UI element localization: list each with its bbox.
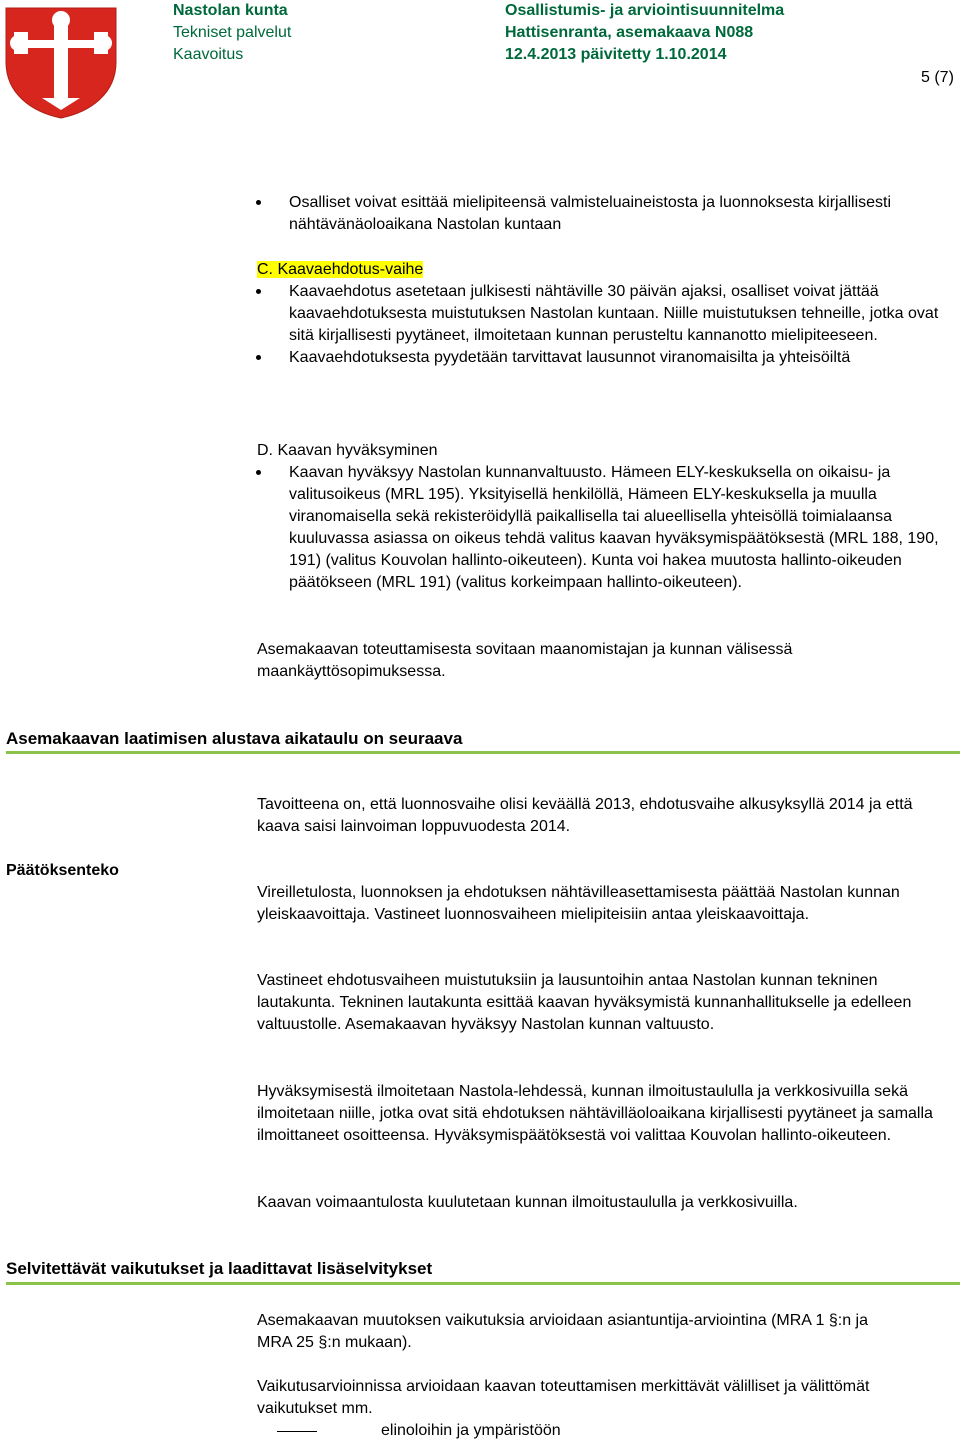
- list-item: elinoloihin ja ympäristöön: [257, 1420, 937, 1442]
- phase-d-title: D. Kaavan hyväksyminen: [257, 442, 438, 459]
- decision-paragraph-1: Vireilletulosta, luonnoksen ja ehdotuksen nähtävilleasettamisesta päättää Nastolan kunnan yleiskaavoittaja. Vastineet luonnosvaiheen mielipiteisiin antaa yleiskaavoittaja.: [257, 884, 900, 923]
- decision-paragraph-3: Hyväksymisestä ilmoitetaan Nastola-lehdessä, kunnan ilmoitustaululla ja verkkosivuilla sekä ilmoitetaan niille, jotka ovat sitä ehdotuksen nähtävilläoloaikana kirjallisesti pyytäneet ja samalla ilmoittaneet osoitteensa. Hyväksymispäätöksestä voi valittaa Kouvolan hallinto-oikeuteen.: [257, 1083, 933, 1144]
- unit-name: Kaavoitus: [173, 46, 244, 63]
- decision-paragraph-4: Kaavan voimaantulosta kuulutetaan kunnan ilmoitustaululla ja verkkosivuilla.: [257, 1194, 798, 1211]
- phase-c-list: [257, 281, 957, 369]
- list-item: Osalliset voivat esittää mielipiteensä valmisteluaineistosta ja luonnoksesta kirjallisesti nähtävänäoloaikana Nastolan kuntaan: [257, 192, 937, 236]
- impacts-paragraph-1: Asemakaavan muutoksen vaikutuksia arvioidaan asiantuntija-arviointina (MRA 1 §:n ja MRA 25 §:n mukaan).: [257, 1312, 868, 1351]
- schedule-heading: Asemakaavan laatimisen alustava aikataulu on seuraava: [6, 729, 463, 748]
- phase-c-title-text: C. Kaavaehdotus-vaihe: [257, 261, 424, 278]
- phase-d-list: [257, 462, 960, 594]
- section-divider: [6, 751, 960, 754]
- phase-b-list: [257, 192, 937, 236]
- list-item: Kaavan hyväksyy Nastolan kunnanvaltuusto. Hämeen ELY-keskuksella on oikaisu- ja valitusoikeus (MRL 195). Yksityisellä henkilöllä, Hämeen ELY-keskuksella ja muulla viranomaisella sekä rekisteröidyllä paikallisella tai alueellisella yhteisöllä toimialaansa kuuluvassa asiassa on oikeus tehdä valitus kaavan hyväksymispäätöksestä (MRL 188, 190, 191) (valitus Kouvolan hallinto-oikeuteen). Kunta voi hakea muutosta hallinto-oikeuden päätökseen (MRL 191) (valitus korkeimpaan hallinto-oikeuteen).: [257, 462, 960, 594]
- list-item: Kaavaehdotuksesta pyydetään tarvittavat lausunnot viranomaisilta ja yhteisöiltä: [257, 347, 957, 369]
- phase-c-title: [257, 259, 423, 281]
- section-divider: [6, 1282, 960, 1285]
- list-item: Kaavaehdotus asetetaan julkisesti nähtäville 30 päivän ajaksi, osalliset voivat jättää kaavaehdotuksesta muistutuksen Nastolan kuntaan. Niille muistutuksen tehneille, jotka ovat sitä kirjallisesti pyytäneet, ilmoitetaan kunnan perusteltu kannanotto mielipiteeseen.: [257, 281, 957, 347]
- implementation-paragraph: Asemakaavan toteuttamisesta sovitaan maanomistajan ja kunnan välisessä maankäyttösopimuksessa.: [257, 641, 793, 680]
- department-name: Tekniset palvelut: [173, 24, 292, 41]
- document-date: 12.4.2013 päivitetty 1.10.2014: [505, 46, 727, 63]
- schedule-target-paragraph: Tavoitteena on, että luonnosvaihe olisi keväällä 2013, ehdotusvaihe alkusyksyllä 2014 ja että kaava saisi lainvoiman loppuvuodesta 2014.: [257, 796, 913, 835]
- impacts-paragraph-2: Vaikutusarvioinnissa arvioidaan kaavan toteuttamisen merkittävät välilliset ja välittömät vaikutukset mm.: [257, 1378, 870, 1417]
- impacts-dash-list: [257, 1420, 937, 1442]
- decision-paragraph-2: Vastineet ehdotusvaiheen muistutuksiin ja lausuntoihin antaa Nastolan kunnan tekninen lautakunta. Tekninen lautakunta esittää kaavan hyväksymistä kunnanhallitukselle ja edelleen valtuustolle. Asemakaavan hyväksyy Nastolan kunnan valtuusto.: [257, 972, 912, 1033]
- plan-name: Hattisenranta, asemakaava N088: [505, 24, 754, 41]
- page-number: 5 (7): [921, 69, 954, 86]
- coat-of-arms-icon: [4, 6, 118, 120]
- document-title: Osallistumis- ja arviointisuunnitelma: [505, 2, 785, 19]
- decision-label: Päätöksenteko: [6, 862, 119, 879]
- impacts-heading: Selvitettävät vaikutukset ja laadittavat lisäselvitykset: [6, 1259, 433, 1278]
- organization-name: Nastolan kunta: [173, 2, 288, 19]
